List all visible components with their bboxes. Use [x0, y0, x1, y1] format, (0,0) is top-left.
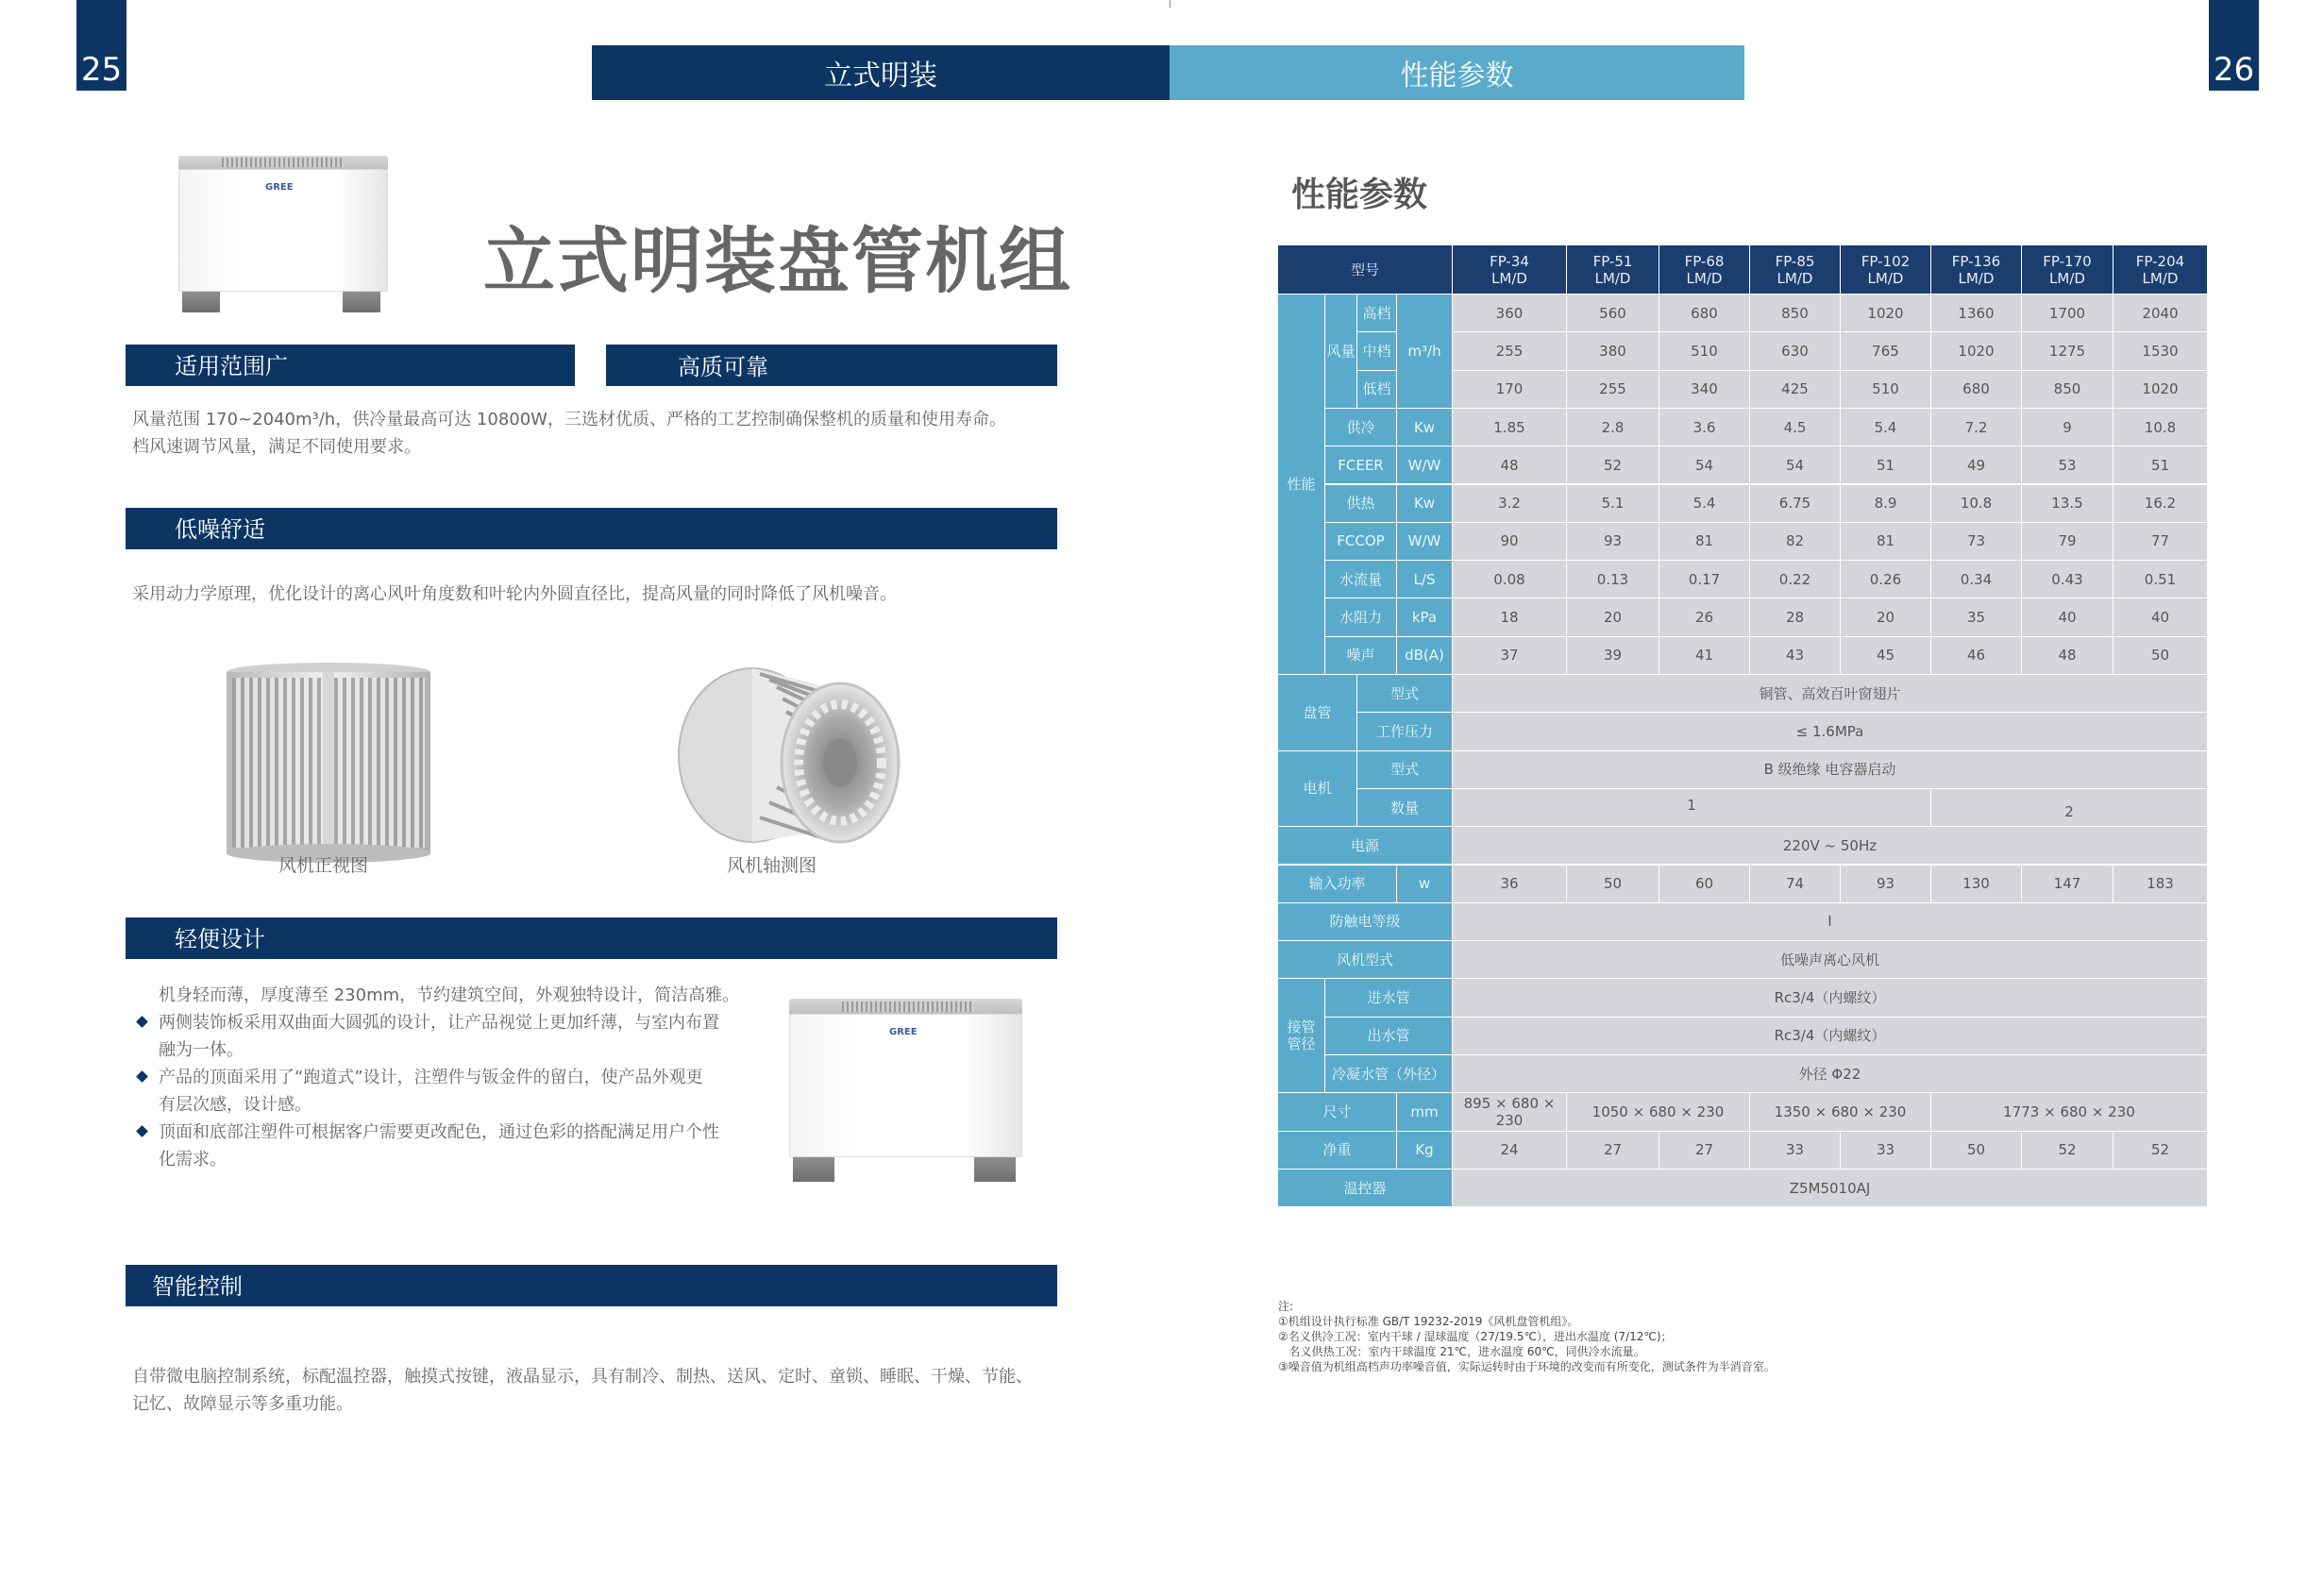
- unit-size: mm: [1397, 1093, 1453, 1131]
- table-header-model-2: FP-68 LM/D: [1659, 245, 1750, 295]
- label-low: 低档: [1357, 371, 1397, 409]
- table-cell: 5.4: [1841, 409, 1931, 446]
- table-cell: 46: [1931, 637, 2022, 675]
- label-water_res: 水阻力: [1325, 598, 1397, 636]
- unit-fceer: W/W: [1397, 446, 1453, 484]
- label-motor-qty: 数量: [1357, 789, 1453, 827]
- table-cell: 50: [1567, 866, 1659, 903]
- label-water_flow: 水流量: [1325, 561, 1397, 598]
- table-cell: 170: [1453, 371, 1567, 409]
- value-motor-type: B 级绝缘 电容器启动: [1453, 751, 2208, 789]
- table-cell: 50: [2113, 637, 2208, 675]
- value-drain: 外径 Φ22: [1453, 1055, 2208, 1093]
- table-cell: 50: [1931, 1132, 2022, 1170]
- table-header-model-1: FP-51 LM/D: [1567, 245, 1659, 295]
- table-cell: 60: [1659, 866, 1750, 903]
- diamond-bullet-icon: [136, 1125, 148, 1137]
- table-cell: 45: [1841, 637, 1931, 675]
- section-quality-text: 选材优质、严格的工艺控制确保整机的质量和使用寿命。: [581, 410, 1006, 429]
- table-cell: 680: [1659, 295, 1750, 332]
- label-fceer: FCEER: [1325, 446, 1397, 484]
- table-cell: 850: [2022, 371, 2113, 409]
- table-cell: 48: [1453, 446, 1567, 484]
- table-cell: 7.2: [1931, 409, 2022, 446]
- table-cell: 1020: [1841, 295, 1931, 332]
- table-cell: 1020: [1931, 332, 2022, 370]
- unit-input-power: w: [1397, 866, 1453, 903]
- table-header-model-0: FP-34 LM/D: [1453, 245, 1567, 295]
- table-cell: 77: [2113, 523, 2208, 561]
- table-cell: 33: [1841, 1132, 1931, 1170]
- value-outlet: Rc3/4（内螺纹）: [1453, 1018, 2208, 1055]
- unit-noise: dB(A): [1397, 637, 1453, 675]
- table-cell: 560: [1567, 295, 1659, 332]
- table-cell: 10.8: [2113, 409, 2208, 446]
- list-item: 两侧装饰板采用双曲面大圆弧的设计，让产品视觉上更加纤薄，与室内布置 融为一体。: [138, 1009, 742, 1064]
- table-cell: 510: [1841, 371, 1931, 409]
- label-coil-type: 型式: [1357, 675, 1453, 713]
- table-cell: 5.1: [1567, 485, 1659, 523]
- table-cell: 765: [1841, 332, 1931, 370]
- table-cell: 93: [1841, 866, 1931, 903]
- product-image-top: [175, 156, 392, 316]
- page-number-right: 26: [2209, 0, 2259, 91]
- label-power-supply: 电源: [1278, 827, 1453, 865]
- table-cell: 6.75: [1750, 485, 1841, 523]
- unit-net-weight: Kg: [1397, 1132, 1453, 1170]
- value-motor-qty-a: 1: [1453, 789, 1931, 827]
- value-shock: I: [1453, 903, 2208, 941]
- table-cell: 0.17: [1659, 561, 1750, 598]
- table-cell: 20: [1841, 598, 1931, 636]
- table-cell: 1700: [2022, 295, 2113, 332]
- table-header-model: 型号: [1278, 245, 1453, 295]
- table-cell: 39: [1567, 637, 1659, 675]
- table-cell: 18: [1453, 598, 1567, 636]
- table-cell: 147: [2022, 866, 2113, 903]
- label-drain: 冷凝水管（外径）: [1325, 1055, 1453, 1093]
- table-cell: 10.8: [1931, 485, 2022, 523]
- label-net-weight: 净重: [1278, 1132, 1397, 1170]
- label-fan-type: 风机型式: [1278, 941, 1453, 979]
- section-light-title: 轻便设计: [175, 925, 265, 952]
- label-noise: 噪声: [1325, 637, 1397, 675]
- label-performance: 性能: [1278, 295, 1325, 675]
- table-cell: 360: [1453, 295, 1567, 332]
- table-cell: 79: [2022, 523, 2113, 561]
- table-header-model-4: FP-102 LM/D: [1841, 245, 1931, 295]
- table-cell: 3.6: [1659, 409, 1750, 446]
- table-cell: 43: [1750, 637, 1841, 675]
- table-header-model-5: FP-136 LM/D: [1931, 245, 2022, 295]
- table-cell: 54: [1750, 446, 1841, 484]
- value-size: 1773 × 680 × 230: [1931, 1093, 2208, 1131]
- table-cell: 41: [1659, 637, 1750, 675]
- table-cell: 53: [2022, 446, 2113, 484]
- table-cell: 20: [1567, 598, 1659, 636]
- table-cell: 26: [1659, 598, 1750, 636]
- label-outlet: 出水管: [1325, 1018, 1453, 1055]
- value-size: 1350 × 680 × 230: [1750, 1093, 1931, 1131]
- table-header-model-6: FP-170 LM/D: [2022, 245, 2113, 295]
- unit-water_res: kPa: [1397, 598, 1453, 636]
- fan-isometric-view-image: [665, 651, 911, 859]
- table-cell: 48: [2022, 637, 2113, 675]
- unit-fccop: W/W: [1397, 523, 1453, 561]
- table-cell: 1020: [2113, 371, 2208, 409]
- section-smart-bar: [126, 1265, 1057, 1306]
- value-thermostat: Z5M5010AJ: [1453, 1170, 2208, 1207]
- brand-logo: GREE: [889, 1027, 918, 1037]
- table-cell: 82: [1750, 523, 1841, 561]
- table-cell: 81: [1659, 523, 1750, 561]
- table-cell: 51: [2113, 446, 2208, 484]
- table-cell: 54: [1659, 446, 1750, 484]
- label-fccop: FCCOP: [1325, 523, 1397, 561]
- spec-table: [1278, 245, 2208, 1208]
- table-cell: 40: [2113, 598, 2208, 636]
- table-cell: 35: [1931, 598, 2022, 636]
- table-cell: 16.2: [2113, 485, 2208, 523]
- table-cell: 13.5: [2022, 485, 2113, 523]
- label-mid: 中档: [1357, 332, 1397, 370]
- label-thermostat: 温控器: [1278, 1170, 1453, 1207]
- table-cell: 340: [1659, 371, 1750, 409]
- product-title: 立式明装盘管机组: [483, 219, 1072, 303]
- table-cell: 27: [1567, 1132, 1659, 1170]
- unit-cooling: Kw: [1397, 409, 1453, 446]
- table-cell: 28: [1750, 598, 1841, 636]
- table-cell: 93: [1567, 523, 1659, 561]
- table-header-model-7: FP-204 LM/D: [2113, 245, 2208, 295]
- table-cell: 1530: [2113, 332, 2208, 370]
- label-input-power: 输入功率: [1278, 866, 1397, 903]
- value-size: 1050 × 680 × 230: [1567, 1093, 1750, 1131]
- table-cell: 0.22: [1750, 561, 1841, 598]
- table-cell: 1.85: [1453, 409, 1567, 446]
- page-number-left: 25: [76, 0, 126, 91]
- section-quiet-bar: [126, 508, 1057, 549]
- unit-heating: Kw: [1397, 485, 1453, 523]
- table-cell: 4.5: [1750, 409, 1841, 446]
- label-inlet: 进水管: [1325, 979, 1453, 1017]
- diamond-bullet-icon: [136, 1016, 148, 1028]
- table-cell: 0.26: [1841, 561, 1931, 598]
- table-cell: 90: [1453, 523, 1567, 561]
- table-cell: 0.34: [1931, 561, 2022, 598]
- table-cell: 630: [1750, 332, 1841, 370]
- label-airflow: 风量: [1325, 295, 1357, 409]
- caption-fan-front: 风机正视图: [278, 855, 369, 876]
- section-quiet-title: 低噪舒适: [175, 515, 265, 543]
- table-cell: 40: [2022, 598, 2113, 636]
- table-cell: 37: [1453, 637, 1567, 675]
- label-heating: 供热: [1325, 485, 1397, 523]
- table-cell: 850: [1750, 295, 1841, 332]
- table-cell: 5.4: [1659, 485, 1750, 523]
- list-item: 顶面和底部注塑件可根据客户需要更改配色，通过色彩的搭配满足用户个性 化需求。: [138, 1119, 742, 1173]
- section-light-bar: [126, 917, 1057, 959]
- table-cell: 52: [1567, 446, 1659, 484]
- table-cell: 183: [2113, 866, 2208, 903]
- table-cell: 2.8: [1567, 409, 1659, 446]
- table-cell: 24: [1453, 1132, 1567, 1170]
- label-high: 高档: [1357, 295, 1397, 332]
- table-cell: 33: [1750, 1132, 1841, 1170]
- section-scope-text: 风量范围 170~2040m³/h，供冷量最高可达 10800W，三选材优质、严格的工艺控制确保整机的质量和使用寿命。 档风速调节风量，满足不同使用要求。: [132, 410, 1006, 457]
- table-cell: 680: [1931, 371, 2022, 409]
- header-band-left: 立式明装: [592, 45, 1170, 100]
- label-pipe: 接管管径: [1278, 979, 1325, 1093]
- label-motor: 电机: [1278, 751, 1357, 828]
- list-item: 产品的顶面采用了“跑道式”设计，注塑件与钣金件的留白，使产品外观更 有层次感，设计感。: [138, 1064, 742, 1119]
- value-inlet: Rc3/4（内螺纹）: [1453, 979, 2208, 1017]
- label-coil-pressure: 工作压力: [1357, 713, 1453, 750]
- table-cell: 1360: [1931, 295, 2022, 332]
- value-motor-qty-b: 2: [1931, 789, 2208, 827]
- product-image-bottom: [785, 999, 1026, 1191]
- section-quality-title: 高质可靠: [678, 354, 768, 380]
- brand-logo: GREE: [265, 182, 294, 193]
- table-cell: 9: [2022, 409, 2113, 446]
- table-cell: 52: [2113, 1132, 2208, 1170]
- section-scope-bar: [126, 345, 575, 386]
- fan-front-view-image: [215, 659, 442, 867]
- table-cell: 8.9: [1841, 485, 1931, 523]
- label-motor-type: 型式: [1357, 751, 1453, 789]
- section-scope-title: 适用范围广: [175, 352, 288, 379]
- table-cell: 2040: [2113, 295, 2208, 332]
- caption-fan-iso: 风机轴测图: [727, 855, 817, 876]
- label-cooling: 供冷: [1325, 409, 1397, 446]
- table-cell: 425: [1750, 371, 1841, 409]
- table-cell: 1275: [2022, 332, 2113, 370]
- table-cell: 3.2: [1453, 485, 1567, 523]
- value-size: 895 × 680 × 230: [1453, 1093, 1567, 1131]
- value-coil-type: 铜管、高效百叶窗翅片: [1453, 675, 2208, 713]
- label-size: 尺寸: [1278, 1093, 1397, 1131]
- unit-airflow: m³/h: [1397, 295, 1453, 409]
- table-cell: 27: [1659, 1132, 1750, 1170]
- label-coil: 盘管: [1278, 675, 1357, 751]
- section-quiet-text: 采用动力学原理，优化设计的离心风叶角度数和叶轮内外圆直径比，提高风量的同时降低了风机噪音。: [132, 584, 897, 604]
- value-fan-type: 低噪声离心风机: [1453, 941, 2208, 979]
- value-coil-pressure: ≤ 1.6MPa: [1453, 713, 2208, 750]
- table-cell: 130: [1931, 866, 2022, 903]
- table-cell: 0.51: [2113, 561, 2208, 598]
- table-cell: 380: [1567, 332, 1659, 370]
- table-cell: 0.43: [2022, 561, 2113, 598]
- table-cell: 52: [2022, 1132, 2113, 1170]
- table-cell: 36: [1453, 866, 1567, 903]
- table-cell: 255: [1567, 371, 1659, 409]
- table-cell: 49: [1931, 446, 2022, 484]
- section-smart-text: 自带微电脑控制系统，标配温控器，触摸式按键，液晶显示，具有制冷、制热、送风、定时、童锁、睡眠、干燥、节能、 记忆、故障显示等多重功能。: [132, 1367, 1033, 1414]
- table-cell: 0.13: [1567, 561, 1659, 598]
- section-smart-title: 智能控制: [152, 1272, 243, 1300]
- table-cell: 255: [1453, 332, 1567, 370]
- table-header-model-3: FP-85 LM/D: [1750, 245, 1841, 295]
- table-cell: 0.08: [1453, 561, 1567, 598]
- spec-heading: 性能参数: [1291, 176, 1428, 214]
- label-shock: 防触电等级: [1278, 903, 1453, 941]
- table-cell: 51: [1841, 446, 1931, 484]
- diamond-bullet-icon: [136, 1070, 148, 1083]
- table-cell: 73: [1931, 523, 2022, 561]
- section-light-list: [138, 982, 742, 1173]
- unit-water_flow: L/S: [1397, 561, 1453, 598]
- table-cell: 81: [1841, 523, 1931, 561]
- table-cell: 74: [1750, 866, 1841, 903]
- section-quality-bar: [606, 345, 1057, 386]
- table-cell: 510: [1659, 332, 1750, 370]
- section-light-intro: 机身轻而薄，厚度薄至 230mm，节约建筑空间，外观独特设计，简洁高雅。: [159, 985, 740, 1005]
- notes: 注: ①机组设计执行标准 GB/T 19232-2019《风机盘管机组》。 ②名义供冷工况：室内干球 / 湿球温度（27/19.5℃），进出水温度 (7/12℃)； 名义供热工况：室内干球温度 21℃，进水温度 60℃，同供冷水流量。 ③噪音值为机组高档声功率噪音值，实际运转时由于环境的改变而有所变化，测试条件为半消音室。: [1278, 1300, 1776, 1373]
- header-band-right: 性能参数: [1170, 45, 1744, 100]
- value-power-supply: 220V ~ 50Hz: [1453, 827, 2208, 865]
